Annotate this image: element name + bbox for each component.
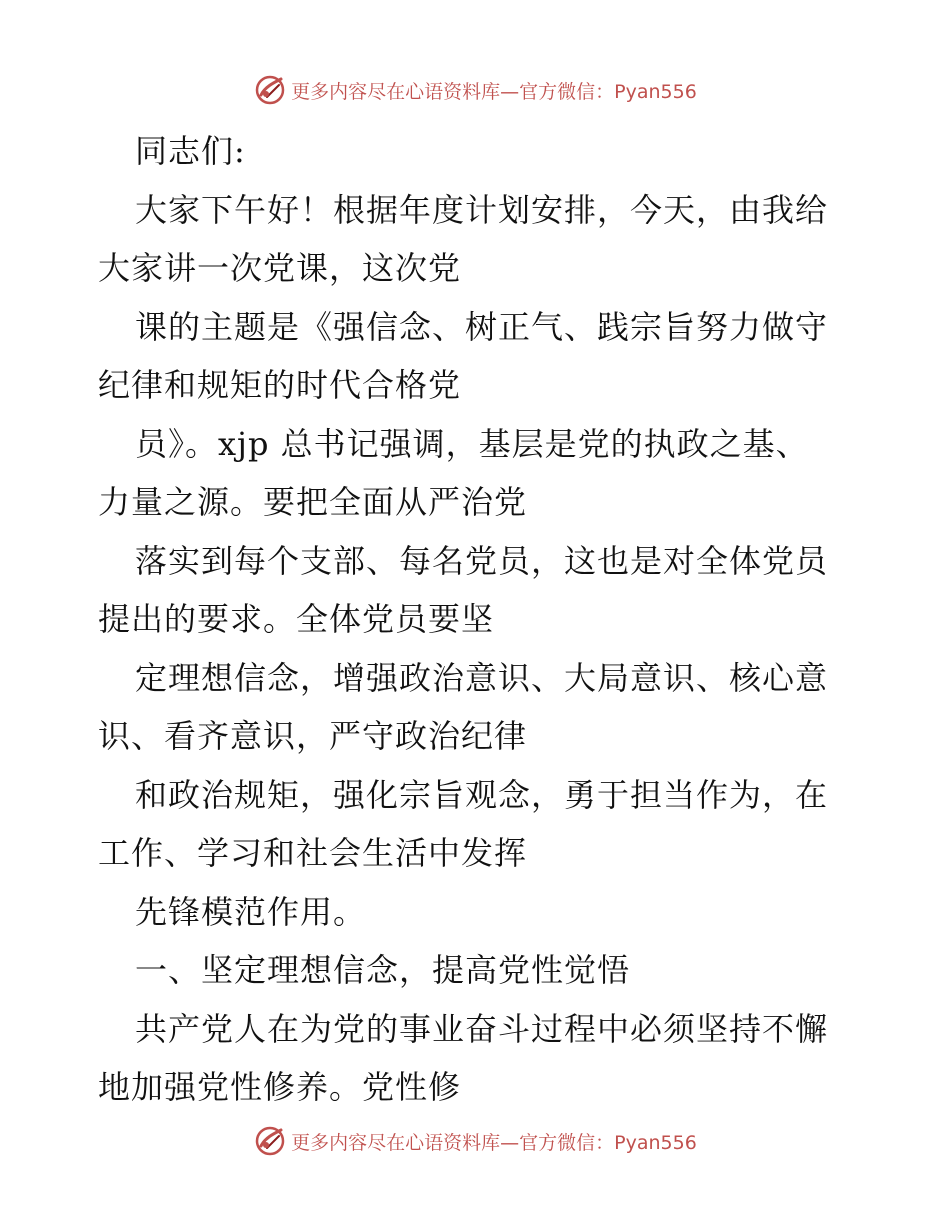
text-line: 员》。xjp 总书记强调，基层是党的执政之基、 bbox=[135, 424, 809, 463]
text-line: 识、看齐意识，严守政治纪律 bbox=[98, 717, 528, 755]
footer-banner-text: 更多内容尽在心语资料库—官方微信：Pyan556 bbox=[291, 1131, 697, 1154]
text-line: 力量之源。要把全面从严治党 bbox=[98, 483, 528, 521]
text-line: 工作、学习和社会生活中发挥 bbox=[98, 834, 528, 872]
pen-swirl-logo-icon bbox=[253, 73, 287, 107]
text-line: 纪律和规矩的时代合格党 bbox=[98, 366, 462, 404]
header-banner-text: 更多内容尽在心语资料库—官方微信：Pyan556 bbox=[291, 80, 697, 103]
header-banner bbox=[0, 70, 950, 110]
text-line: 地加强党性修养。党性修 bbox=[98, 1068, 462, 1106]
footer-banner bbox=[0, 1121, 950, 1161]
text-line: 和政治规矩，强化宗旨观念，勇于担当作为，在 bbox=[135, 775, 829, 814]
text-line: 先锋模范作用。 bbox=[135, 892, 367, 931]
text-line: 定理想信念，增强政治意识、大局意识、核心意 bbox=[135, 658, 829, 697]
text-line: 课的主题是《强信念、树正气、践宗旨努力做守 bbox=[135, 307, 829, 346]
text-line: 大家讲一次党课，这次党 bbox=[98, 249, 462, 287]
pen-swirl-logo-icon bbox=[253, 1124, 287, 1158]
section-heading: 一、坚定理想信念，提高党性觉悟 bbox=[135, 951, 631, 989]
text-line: 共产党人在为党的事业奋斗过程中必须坚持不懈 bbox=[135, 1009, 829, 1048]
text-line: 落实到每个支部、每名党员，这也是对全体党员 bbox=[135, 541, 829, 580]
text-line: 大家下午好！根据年度计划安排，今天，由我给 bbox=[135, 190, 829, 229]
document-body bbox=[98, 122, 858, 1117]
text-line: 同志们: bbox=[135, 132, 246, 170]
text-line: 提出的要求。全体党员要坚 bbox=[98, 600, 495, 638]
